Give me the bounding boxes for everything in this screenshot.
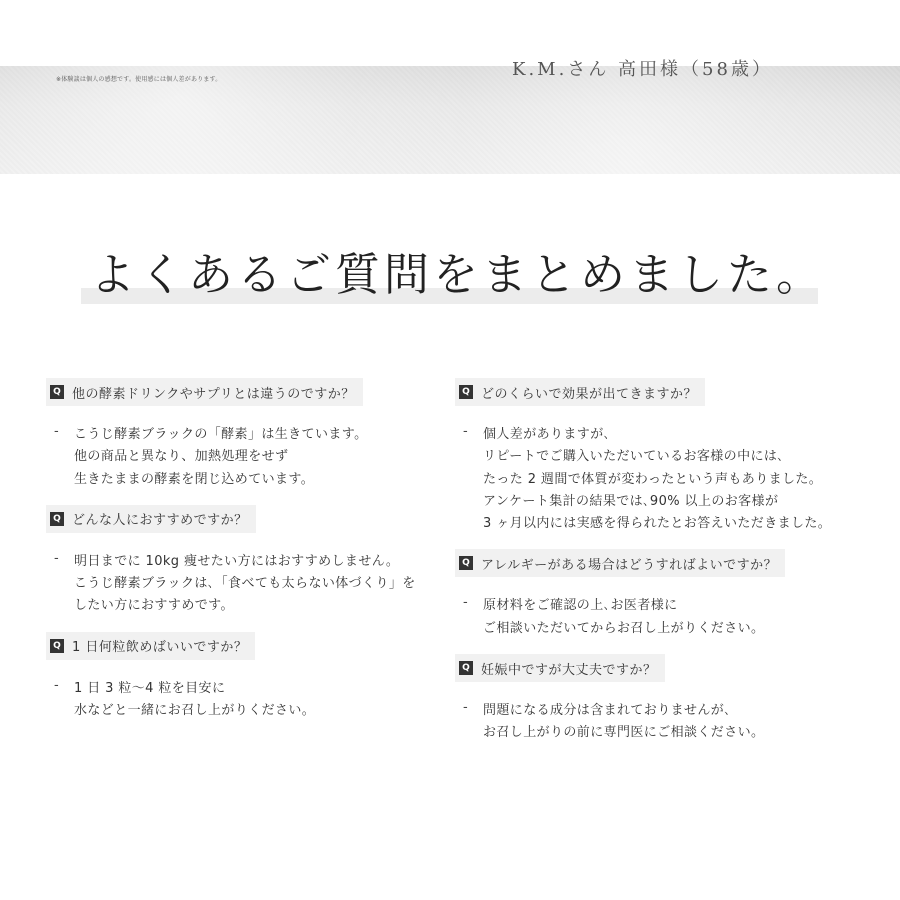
q-badge-icon: Q [459, 556, 473, 570]
q-badge-icon: Q [50, 385, 64, 399]
faq-column-right [455, 378, 875, 745]
faq-item [455, 654, 875, 745]
faq-question [455, 549, 785, 577]
question-text: 妊娠中ですが大丈夫ですか？ [481, 662, 657, 678]
faq-answer [463, 700, 875, 745]
answer-dash: - [54, 550, 59, 566]
banner-customer-name: K.M.さん 高田様（58歳） [512, 59, 773, 80]
testimonial-banner [0, 59, 900, 174]
question-text: どんな人におすすめですか？ [72, 513, 248, 529]
q-badge-icon: Q [50, 639, 64, 653]
answer-dash: - [463, 424, 468, 439]
faq-answer [463, 424, 875, 535]
faq-column-left [46, 378, 446, 722]
answer-dash: - [54, 677, 59, 693]
faq-question [46, 632, 255, 660]
q-badge-icon: Q [459, 661, 473, 675]
faq-item [455, 378, 875, 535]
answer-text: 個人差がありますが､ リピートでご購入いただいているお客様の中には､ たった 2 週間で体質が変わったという声もありました。 アンケート集計の結果では､90% 以上のお客様が 3 ヶ月以内には実感を得られたとお答えいただきました。 [483, 427, 832, 532]
answer-text: 明日までに 10kg 痩せたい方にはおすすめしません。 こうじ酵素ブラックは､「食べても太らない体づくり」を したい方におすすめです。 [74, 553, 416, 614]
faq-item [46, 505, 446, 618]
faq-question [455, 654, 665, 682]
q-badge-icon: Q [50, 512, 64, 526]
answer-text: 問題になる成分は含まれておりませんが､ お召し上がりの前に専門医にご相談ください。 [483, 703, 765, 741]
faq-answer [463, 595, 875, 640]
answer-text: 1 日 3 粒〜4 粒を目安に 水などと一緒にお召し上がりください。 [74, 680, 316, 719]
banner-disclaimer: ※体験談は個人の感想です。使用感には個人差があります。 [56, 76, 222, 83]
answer-dash: - [54, 424, 59, 439]
faq-item [46, 378, 446, 491]
faq-item [46, 632, 446, 723]
faq-answer [54, 551, 446, 618]
answer-dash: - [463, 700, 468, 716]
faq-question [46, 505, 256, 533]
faq-question [46, 378, 363, 406]
faq-answer [54, 424, 446, 491]
question-text: 他の酵素ドリンクやサプリとは違うのですか？ [72, 386, 355, 402]
question-text: アレルギーがある場合はどうすればよいですか？ [481, 557, 778, 573]
q-badge-icon: Q [459, 385, 473, 399]
page-title: よくあるご質問をまとめました。 [90, 248, 826, 301]
question-text: 1 日何粒飲めばいいですか？ [72, 640, 248, 656]
faq-item [455, 549, 875, 640]
answer-text: こうじ酵素ブラックの「酵素」は生きています。 他の商品と異なり、加熱処理をせず 生きたままの酵素を閉じ込めています。 [74, 427, 368, 487]
question-text: どのくらいで効果が出てきますか？ [481, 386, 698, 402]
answer-text: 原材料をご確認の上､お医者様に ご相談いただいてからお召し上がりください。 [483, 598, 765, 636]
faq-answer [54, 678, 446, 723]
answer-dash: - [463, 595, 468, 611]
faq-question [455, 378, 705, 406]
